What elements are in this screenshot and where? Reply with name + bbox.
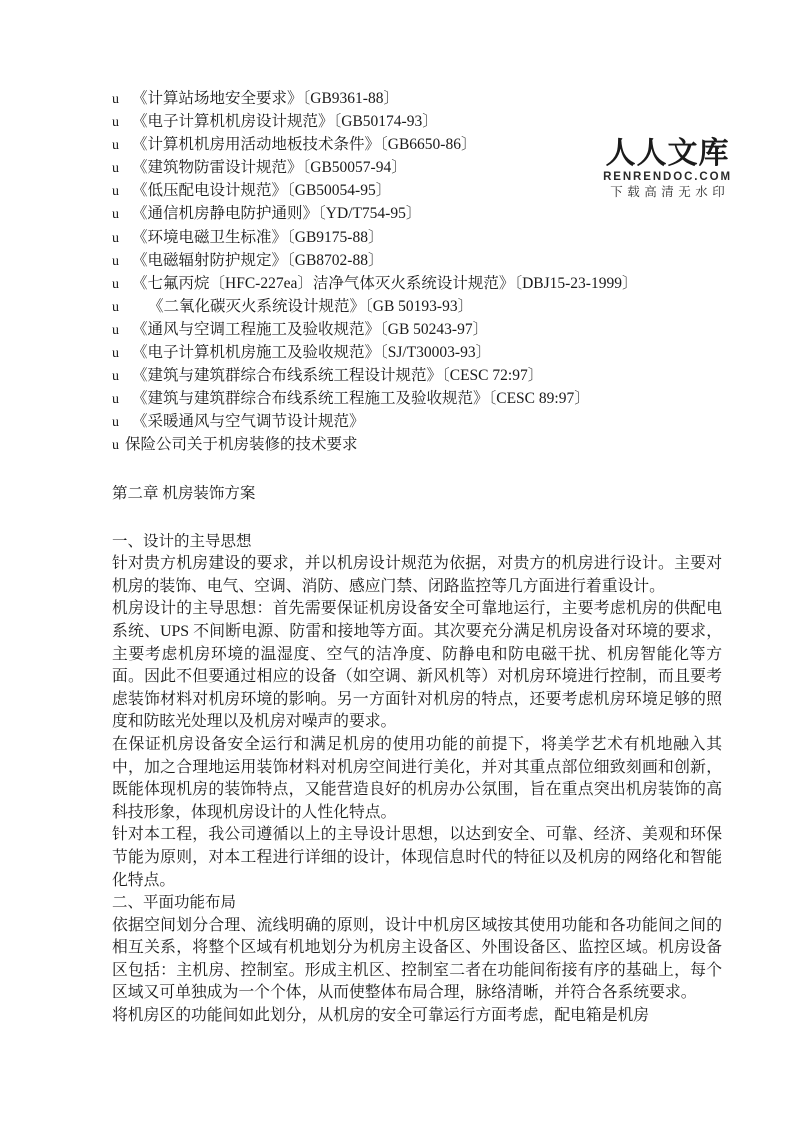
list-item bbox=[112, 180, 722, 203]
list-item bbox=[112, 342, 722, 365]
paragraph-2: 机房设计的主导思想：首先需要保证机房设备安全可靠地运行，主要考虑机房的供配电系统、UPS 不间断电源、防雷和接地等方面。其次要充分满足机房设备对环境的要求，主要考虑机房环境的温湿度、空气的洁净度、防静电和防电磁干扰、机房智能化等方面。因此不但要通过相应的设备（如空调、新风机等）对机房环境进行控制，而且要考虑装饰材料对机房环境的影响。另一方面针对机房的特点，还要考虑机房环境足够的照度和防眩光处理以及机房对噪声的要求。 bbox=[112, 600, 722, 731]
document-content bbox=[112, 88, 722, 1028]
list-item-text: 《通信机房静电防护通则》〔YD/T754-95〕 bbox=[132, 205, 422, 223]
list-item bbox=[112, 434, 722, 457]
list-item bbox=[112, 111, 722, 134]
list-item bbox=[112, 365, 722, 388]
list-bullet: u bbox=[112, 276, 119, 292]
list-item-text: 《通风与空调工程施工及验收规范》〔GB 50243-97〕 bbox=[132, 320, 489, 338]
watermark-tagline: 下载高清无水印 bbox=[610, 184, 730, 199]
section-heading-one: 一、设计的主导思想 bbox=[112, 532, 252, 550]
list-item bbox=[112, 88, 722, 111]
list-bullet: u bbox=[112, 346, 119, 362]
watermark-brand-domain: RENRENDOC.COM bbox=[603, 170, 732, 183]
list-item-text: 《采暖通风与空气调节设计规范》 bbox=[132, 413, 365, 431]
list-item-text: 《低压配电设计规范》〔GB50054-95〕 bbox=[132, 182, 392, 200]
list-bullet: u bbox=[112, 115, 119, 131]
chapter-heading: 第二章 机房装饰方案 bbox=[112, 484, 256, 502]
list-bullet: u bbox=[112, 161, 119, 177]
list-bullet: u bbox=[112, 92, 119, 107]
paragraph-4: 针对本工程，我公司遵循以上的主导设计思想，以达到安全、可靠、经济、美观和环保节能为原则，对本工程进行详细的设计，体现信息时代的特征以及机房的网络化和智能化特点。 bbox=[112, 826, 722, 889]
list-bullet: u bbox=[112, 138, 119, 154]
list-bullet: u bbox=[112, 438, 119, 454]
list-bullet: u bbox=[112, 322, 119, 338]
list-item bbox=[112, 227, 722, 250]
paragraph-6: 将机房区的功能间如此划分，从机房的安全可靠运行方面考虑，配电箱是机房 bbox=[112, 1007, 650, 1025]
list-item-text: 《电子计算机机房施工及验收规范》〔SJ/T30003-93〕 bbox=[132, 344, 492, 362]
list-item-text: 《建筑与建筑群综合布线系统工程施工及验收规范》〔CESC 89:97〕 bbox=[132, 390, 590, 408]
list-item-text: 《七氟丙烷〔HFC-227ea〕洁净气体灭火系统设计规范》〔DBJ15-23-1999〕 bbox=[132, 274, 638, 292]
list-item bbox=[112, 319, 722, 342]
list-bullet: u bbox=[112, 253, 119, 269]
list-bullet: u bbox=[112, 369, 119, 385]
list-item-text: 《建筑物防雷设计规范》〔GB50057-94〕 bbox=[132, 159, 407, 177]
list-item bbox=[112, 250, 722, 273]
section-heading-two: 二、平面功能布局 bbox=[112, 894, 237, 912]
list-item-text: 《电磁辐射防护规定》〔GB8702-88〕 bbox=[132, 251, 384, 269]
list-item bbox=[112, 157, 722, 180]
spacer bbox=[112, 505, 722, 531]
list-item-text: 《环境电磁卫生标准》〔GB9175-88〕 bbox=[132, 228, 384, 246]
list-item-text: 保险公司关于机房装修的技术要求 bbox=[125, 436, 358, 454]
list-bullet: u bbox=[112, 207, 119, 223]
list-item bbox=[112, 134, 722, 157]
spacer bbox=[112, 458, 722, 483]
list-item bbox=[112, 411, 722, 434]
list-item bbox=[112, 273, 722, 296]
list-bullet: u bbox=[112, 392, 119, 408]
list-item-text: 《计算机机房用活动地板技术条件》〔GB6650-86〕 bbox=[132, 136, 477, 154]
watermark-brand-cn: 人人文库 bbox=[605, 136, 730, 171]
list-bullet: u bbox=[112, 415, 119, 431]
paragraph-1: 针对贵方机房建设的要求，并以机房设计规范为依据，对贵方的机房进行设计。主要对机房的装饰、电气、空调、消防、感应门禁、闭路监控等几方面进行着重设计。 bbox=[112, 555, 722, 595]
list-item bbox=[112, 388, 722, 411]
paragraph-5: 依据空间划分合理、流线明确的原则，设计中机房区域按其使用功能和各功能间之间的相互关系，将整个区域有机地划分为机房主设备区、外围设备区、监控区域。机房设备区包括：主机房、控制室。形成主机区、控制室二者在功能间衔接有序的基础上，每个区域又可单独成为一个个体，从而使整体布局合理，脉络清晰，并符合各系统要求。 bbox=[112, 916, 722, 1002]
list-item bbox=[112, 203, 722, 226]
standards-list bbox=[112, 88, 722, 458]
list-item bbox=[112, 296, 722, 319]
list-item-text: 《二氧化碳灭火系统设计规范》〔GB 50193-93〕 bbox=[148, 297, 474, 315]
list-bullet: u bbox=[112, 230, 119, 246]
list-item-text: 《建筑与建筑群综合布线系统工程设计规范》〔CESC 72:97〕 bbox=[132, 367, 544, 385]
list-bullet: u bbox=[112, 299, 119, 315]
list-item-text: 《电子计算机机房设计规范》〔GB50174-93〕 bbox=[132, 113, 438, 131]
list-bullet: u bbox=[112, 184, 119, 200]
paragraph-3: 在保证机房设备安全运行和满足机房的使用功能的前提下，将美学艺术有机地融入其中，加之合理地运用装饰材料对机房空间进行美化，并对其重点部位细致刻画和创新，既能体现机房的装饰特点，又能营造良好的机房办公氛围，旨在重点突出机房装饰的高科技形象，体现机房设计的人性化特点。 bbox=[112, 735, 722, 821]
list-item-text: 《计算站场地安全要求》〔GB9361-88〕 bbox=[132, 90, 399, 107]
